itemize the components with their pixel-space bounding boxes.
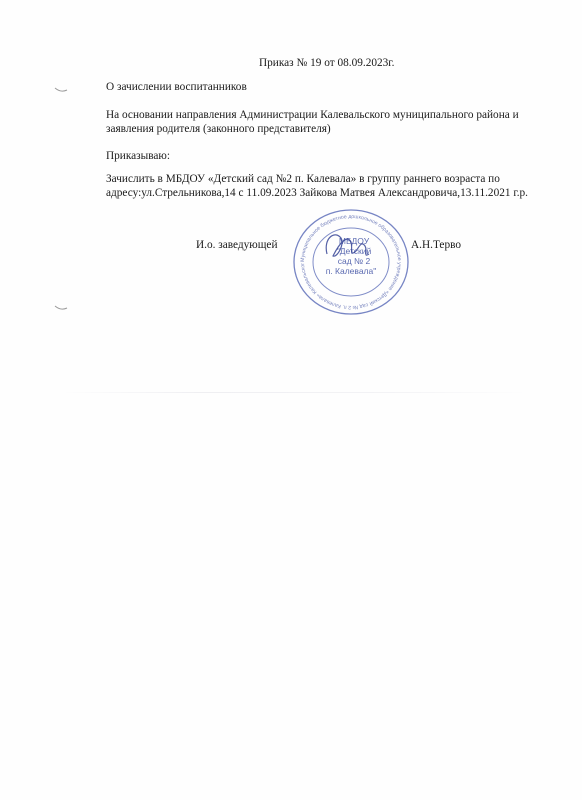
seal-ring-text: Муниципальное бюджетное дошкольное образовательное учреждение «Детский сад № 2 п. Калевала» Калевальског [299, 213, 403, 311]
punch-hole-mark [54, 87, 68, 93]
signatory-name: А.Н.Терво [411, 239, 462, 251]
enrollment-text-line: адресу:ул.Стрельникова,14 с 11.09.2023 Зайкова Матвея Александровича,13.11.2021 г.р. [106, 187, 528, 199]
order-basis-line: заявления родителя (законного представителя) [106, 123, 331, 135]
enrollment-text-line: Зачислить в МБДОУ «Детский сад №2 п. Калевала» в группу раннего возраста по [106, 173, 500, 185]
punch-hole-mark [54, 305, 68, 311]
official-seal-stamp [291, 208, 411, 316]
order-directive: Приказываю: [106, 150, 171, 162]
order-basis-line: На основании направления Администрации Калевальского муниципального района и [106, 109, 519, 121]
seal-center-text: п. Калевала" [325, 266, 377, 276]
order-subject: О зачислении воспитанников [106, 81, 247, 93]
scan-artifact-line [60, 392, 530, 393]
seal-center-text: сад № 2 [337, 256, 371, 266]
seal-center-text: "Детский [336, 246, 372, 256]
signatory-role: И.о. заведующей [196, 239, 278, 251]
order-title: Приказ № 19 от 08.09.2023г. [259, 57, 395, 69]
seal-center-text: МБДОУ [338, 236, 370, 246]
